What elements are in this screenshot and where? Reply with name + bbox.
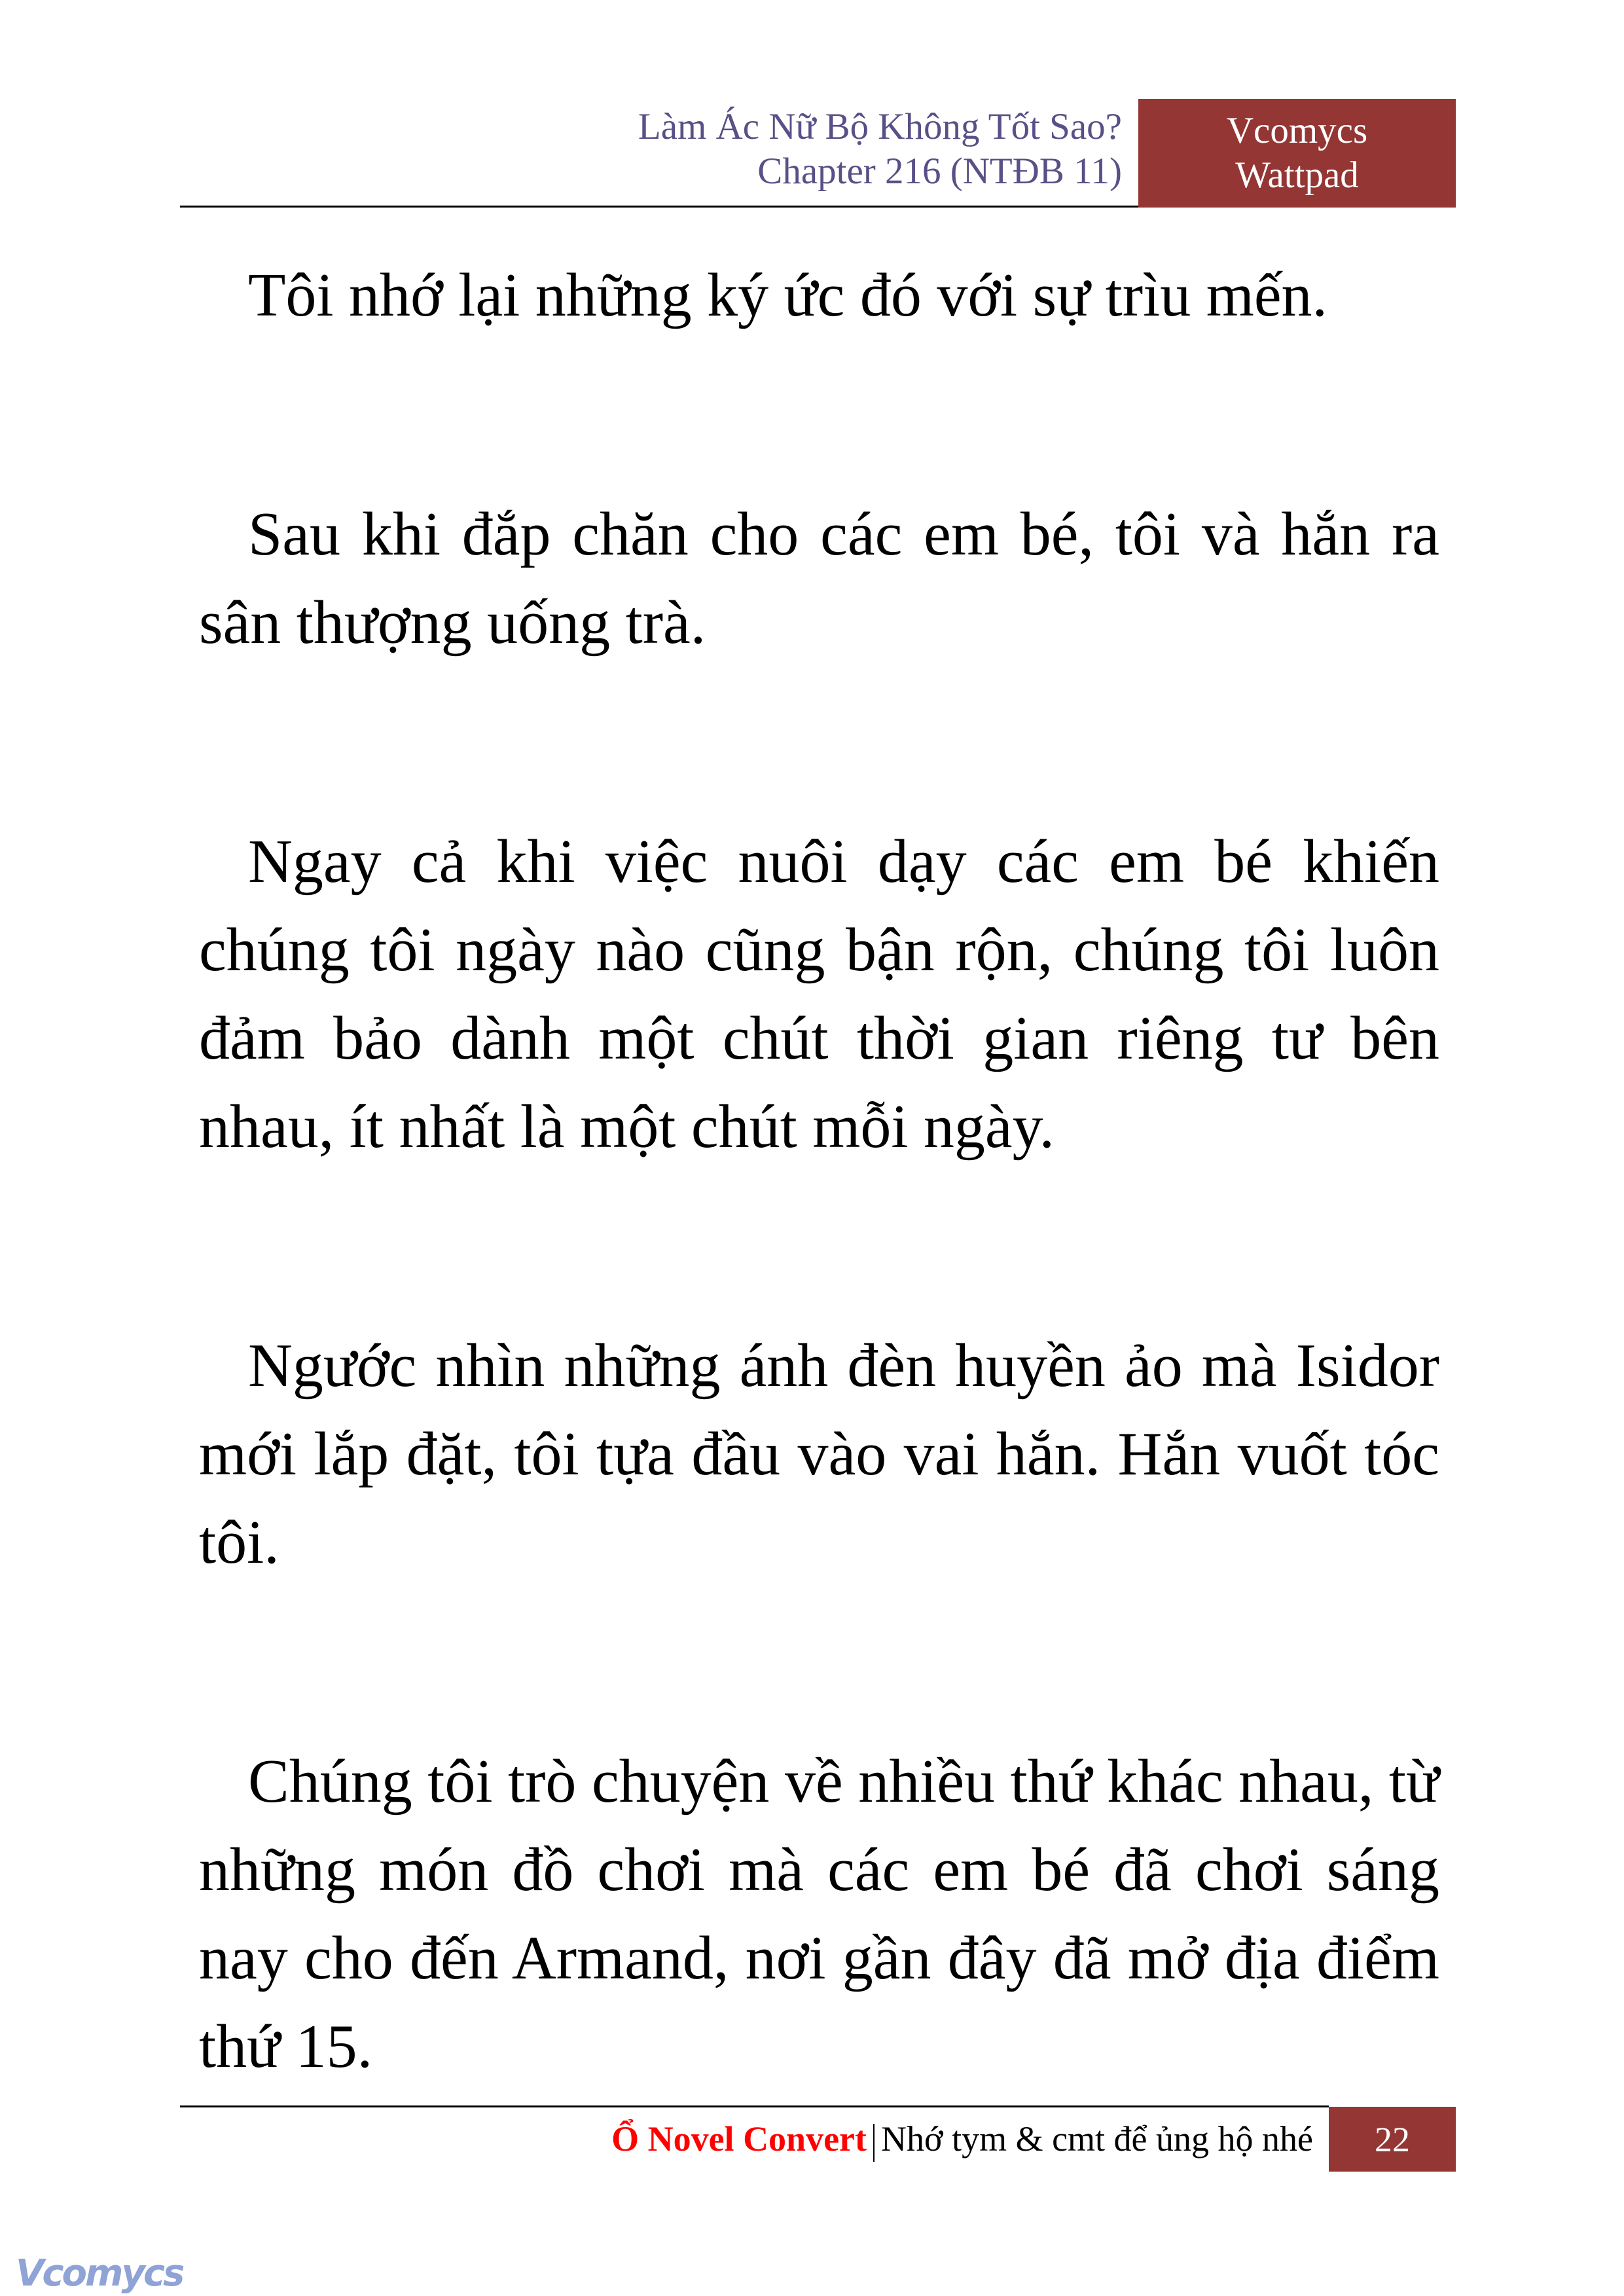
paragraph: Tôi nhớ lại những ký ức đó với sự trìu mến. (248, 261, 1328, 329)
paragraph: Sau khi đắp chăn cho các em bé, tôi và hắn ra sân thượng uống trà. (199, 500, 1439, 657)
chapter-label: Chapter 216 (NTĐB 11) (757, 151, 1122, 192)
chapter-body (199, 251, 1439, 2242)
source-line-1: Vcomycs (1226, 110, 1368, 151)
paragraph: Ngay cả khi việc nuôi dạy các em bé khiến chúng tôi ngày nào cũng bận rộn, chúng tôi luôn đảm bảo dành một chút thời gian riêng tư bên nhau, ít nhất là một chút mỗi ngày. (199, 828, 1439, 1161)
footer-text (611, 2116, 1313, 2162)
footer-brand: Ổ Novel Convert (611, 2119, 867, 2159)
paragraph: Ngước nhìn những ánh đèn huyền ảo mà Isidor mới lắp đặt, tôi tựa đầu vào vai hắn. Hắn vuốt tóc tôi. (199, 1332, 1439, 1576)
header-divider (180, 206, 1138, 208)
page-number: 22 (1329, 2107, 1456, 2172)
footer-separator (873, 2124, 875, 2162)
paragraph: Chúng tôi trò chuyện về nhiều thứ khác nhau, từ những món đồ chơi mà các em bé đã chơi sáng nay cho đến Armand, nơi gần đây đã mở địa điểm thứ 15. (199, 1747, 1439, 2081)
footer-divider (180, 2105, 1329, 2107)
running-header (638, 105, 1122, 194)
footer-message: Nhớ tym & cmt để ủng hộ nhé (881, 2119, 1313, 2159)
vcomycs-logo-watermark: Vcomycs (16, 2252, 183, 2295)
source-badge (1138, 99, 1456, 208)
book-title: Làm Ác Nữ Bộ Không Tốt Sao? (638, 106, 1122, 147)
source-line-2: Wattpad (1235, 155, 1359, 196)
